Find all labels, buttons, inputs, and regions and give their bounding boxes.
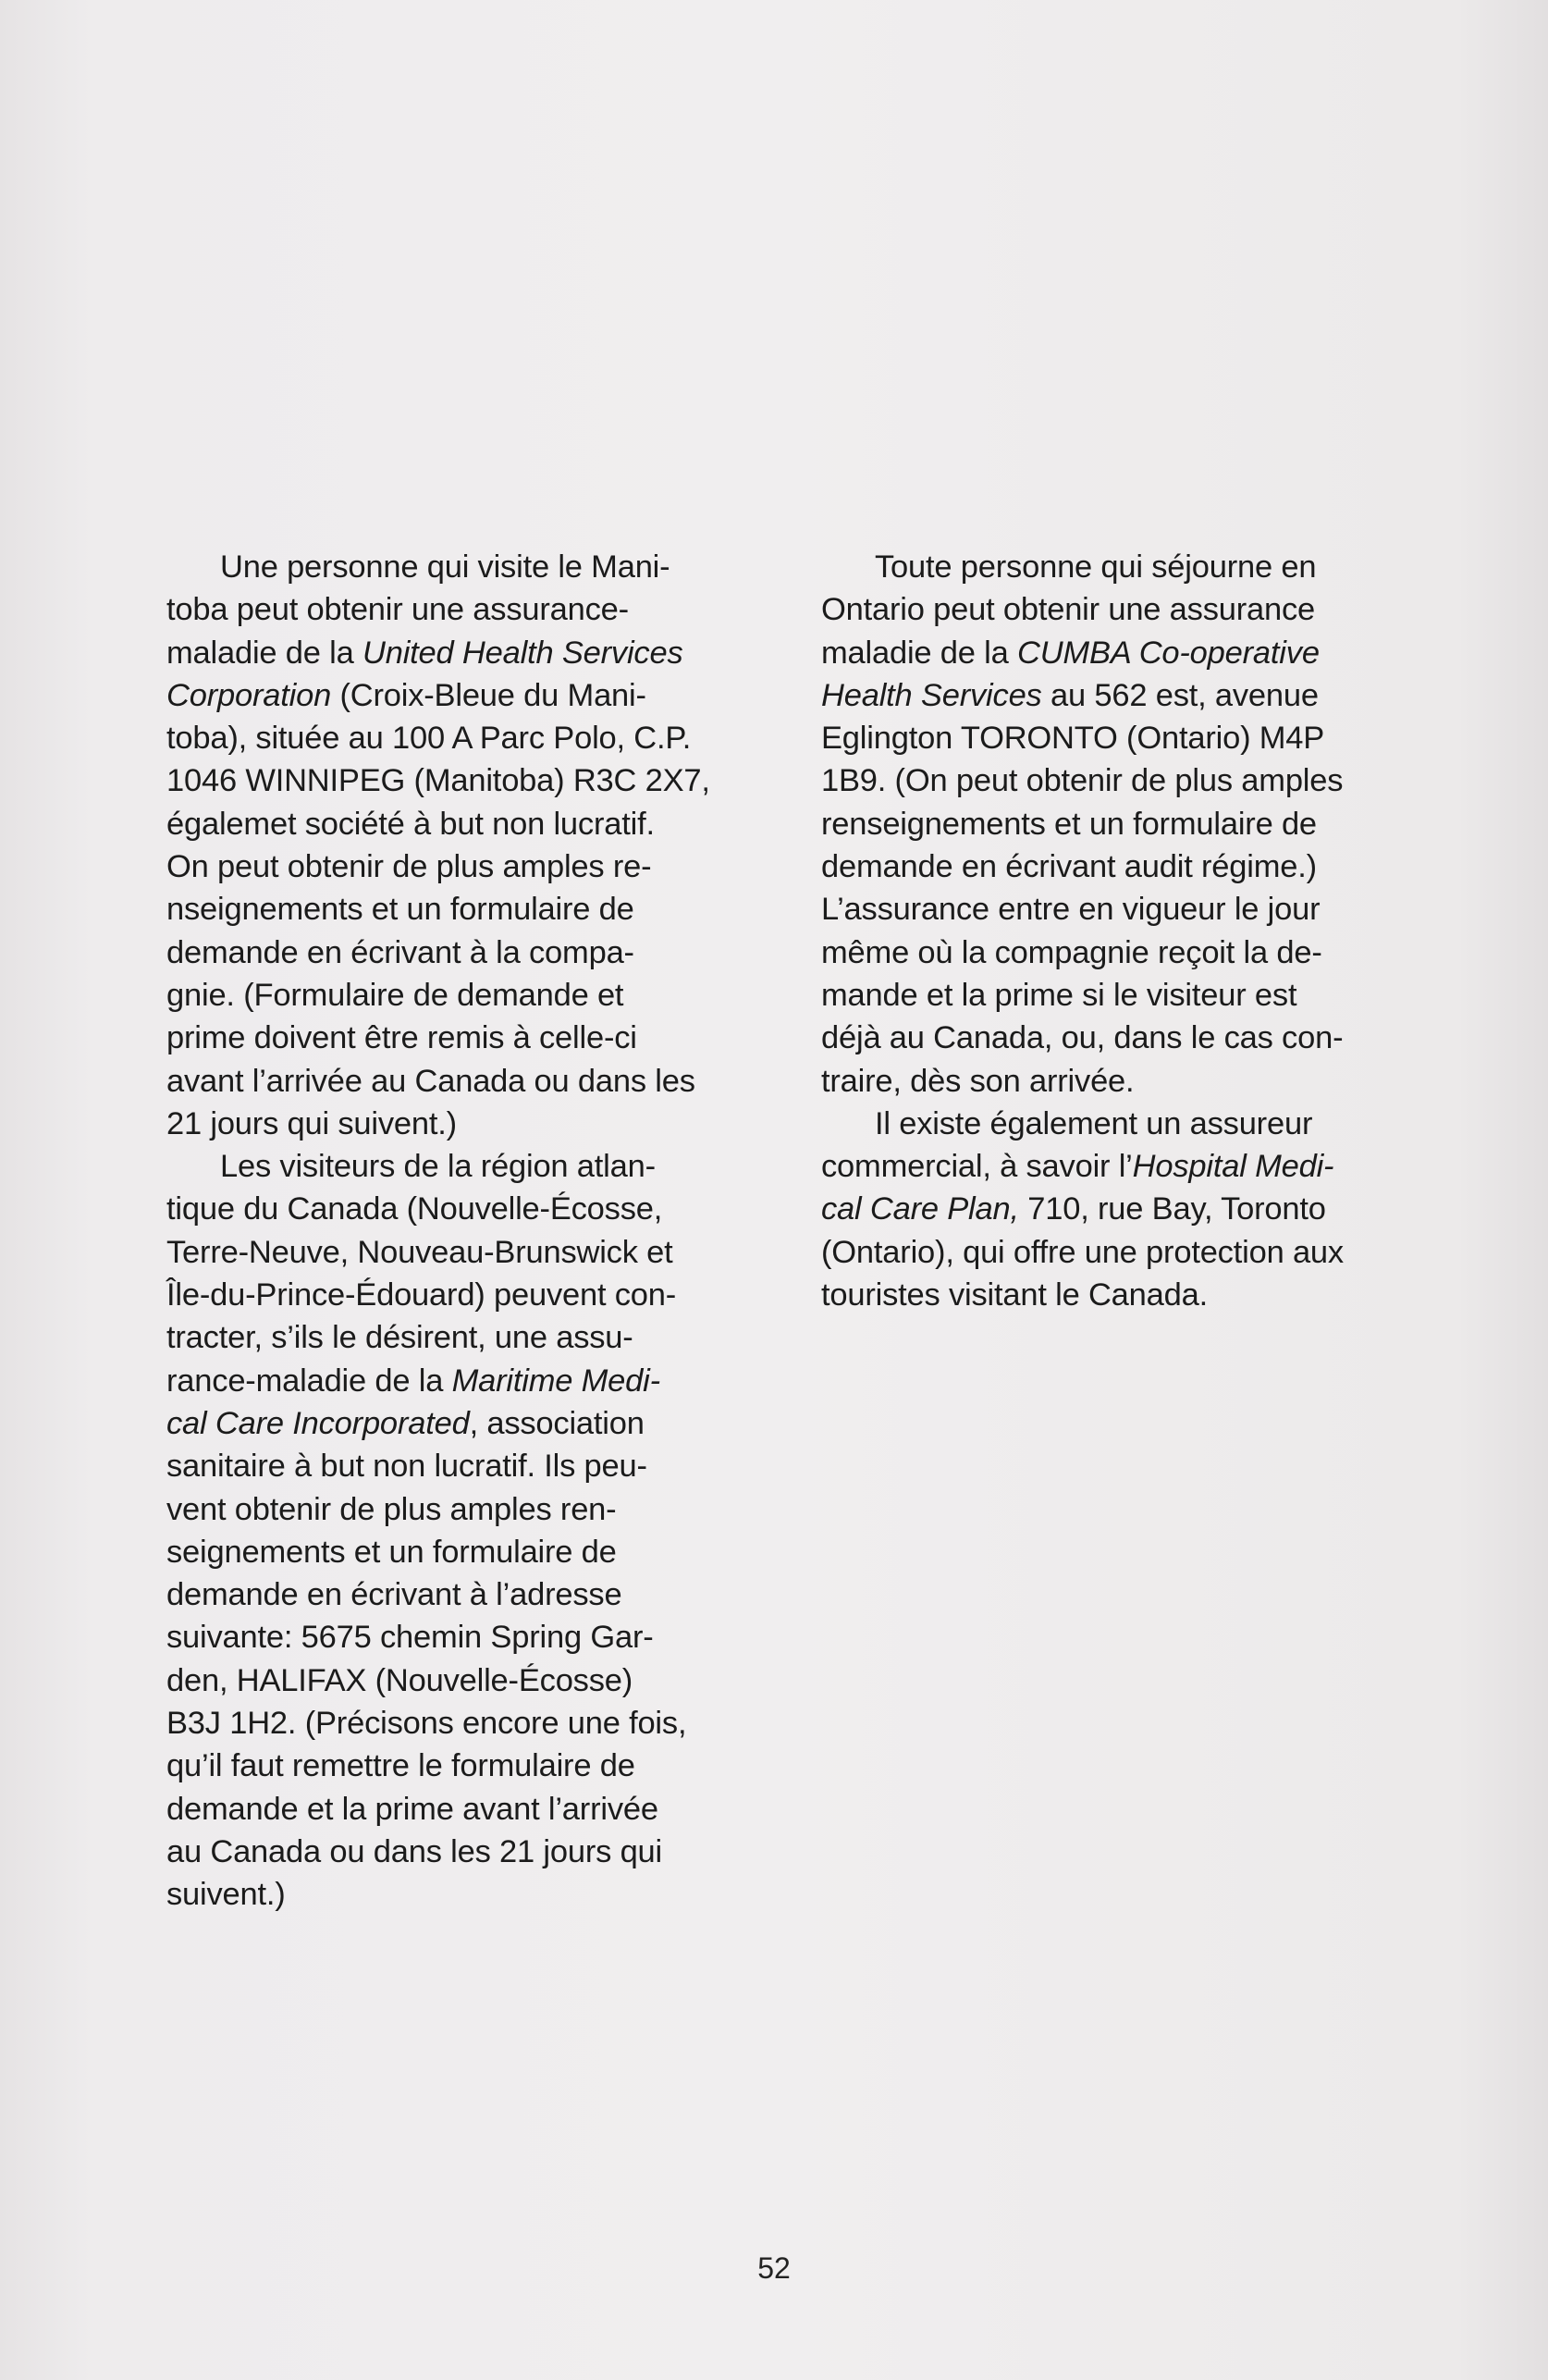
insurer-name-italic: Health Services: [821, 677, 1042, 713]
text-line: den, HALIFAX (Nouvelle-Écosse): [166, 1662, 633, 1698]
text-line: tique du Canada (Nouvelle-Écosse,: [166, 1191, 663, 1227]
text-fragment: maladie de la: [166, 635, 362, 671]
text-line: [166, 1402, 786, 1445]
text-line: vent obtenir de plus amples ren-: [166, 1491, 617, 1527]
text-line: toba peut obtenir une assurance-: [166, 592, 629, 628]
insurer-name-italic: CUMBA Co-operative: [1017, 635, 1320, 671]
paragraph-atlantic: [166, 1145, 786, 1916]
text-line: gnie. (Formulaire de demande et: [166, 977, 624, 1013]
text-line: [821, 632, 1459, 674]
text-line: même où la compagnie reçoit la de-: [821, 934, 1322, 970]
text-line: au Canada ou dans les 21 jours qui: [166, 1833, 663, 1869]
text-line: nseignements et un formulaire de: [166, 892, 634, 928]
text-line: Il existe également un assureur: [875, 1105, 1313, 1141]
text-line: sanitaire à but non lucratif. Ils peu-: [166, 1449, 647, 1485]
text-line: 21 jours qui suivent.): [166, 1105, 457, 1141]
text-fragment: rance-maladie de la: [166, 1363, 452, 1399]
page-number: 52: [757, 2251, 791, 2285]
text-line: B3J 1H2. (Précisons encore une fois,: [166, 1706, 687, 1742]
text-line: L’assurance entre en vigueur le jour: [821, 892, 1321, 928]
text-line: On peut obtenir de plus amples re-: [166, 849, 652, 885]
text-fragment: 710, rue Bay, Toronto: [1018, 1191, 1326, 1227]
text-line: (Ontario), qui offre une protection aux: [821, 1234, 1344, 1270]
insurer-name-italic: United Health Services: [362, 635, 683, 671]
text-line: égalemet société à but non lucratif.: [166, 806, 655, 842]
text-line: mande et la prime si le visiteur est: [821, 977, 1297, 1013]
text-line: prime doivent être remis à celle-ci: [166, 1020, 637, 1056]
paragraph-commercial-insurer: [821, 1103, 1459, 1316]
text-line: tracter, s’ils le désirent, une assu-: [166, 1320, 633, 1356]
text-line: toba), située au 100 A Parc Polo, C.P.: [166, 721, 692, 757]
left-column: [166, 546, 786, 1917]
paragraph-manitoba: [166, 546, 786, 1145]
text-line: Ontario peut obtenir une assurance: [821, 592, 1316, 628]
text-line: suivent.): [166, 1877, 286, 1913]
text-line: Les visiteurs de la région atlan-: [220, 1149, 656, 1185]
text-line: demande en écrivant à la compa-: [166, 934, 634, 970]
text-line: Île-du-Prince-Édouard) peuvent con-: [166, 1277, 677, 1313]
text-line: Eglington TORONTO (Ontario) M4P: [821, 721, 1325, 757]
text-line: demande et la prime avant l’arrivée: [166, 1791, 658, 1827]
text-line: [821, 674, 1459, 717]
paragraph-ontario: [821, 546, 1459, 1103]
text-line: Une personne qui visite le Mani-: [220, 549, 670, 585]
text-line: déjà au Canada, ou, dans le cas con-: [821, 1020, 1344, 1056]
text-line: demande en écrivant audit régime.): [821, 849, 1317, 885]
text-line: avant l’arrivée au Canada ou dans les: [166, 1063, 695, 1099]
right-column: [821, 546, 1459, 1316]
text-line: renseignements et un formulaire de: [821, 806, 1317, 842]
text-line: suivante: 5675 chemin Spring Gar-: [166, 1620, 654, 1656]
insurer-name-italic: Maritime Medi-: [451, 1363, 660, 1399]
text-line: [821, 1145, 1459, 1188]
insurer-name-italic: cal Care Plan,: [821, 1191, 1019, 1227]
text-line: [821, 1188, 1459, 1230]
text-fragment: , association: [469, 1405, 645, 1441]
insurer-name-italic: Hospital Medi-: [1132, 1149, 1334, 1185]
insurer-name-italic: Corporation: [166, 677, 332, 713]
text-line: Terre-Neuve, Nouveau-Brunswick et: [166, 1234, 673, 1270]
text-line: qu’il faut remettre le formulaire de: [166, 1748, 635, 1784]
text-line: [166, 1360, 786, 1402]
insurer-name-italic: cal Care Incorporated: [166, 1405, 470, 1441]
text-line: 1046 WINNIPEG (Manitoba) R3C 2X7,: [166, 763, 710, 799]
text-line: demande en écrivant à l’adresse: [166, 1577, 622, 1613]
text-line: seignements et un formulaire de: [166, 1534, 617, 1570]
text-line: [166, 674, 786, 717]
text-fragment: commercial, à savoir l’: [821, 1149, 1133, 1185]
text-fragment: (Croix-Bleue du Mani-: [331, 677, 646, 713]
text-line: 1B9. (On peut obtenir de plus amples: [821, 763, 1344, 799]
text-line: traire, dès son arrivée.: [821, 1063, 1135, 1099]
text-fragment: au 562 est, avenue: [1041, 677, 1319, 713]
text-fragment: maladie de la: [821, 635, 1017, 671]
text-line: [166, 632, 786, 674]
text-line: Toute personne qui séjourne en: [875, 549, 1317, 585]
text-line: touristes visitant le Canada.: [821, 1277, 1209, 1313]
